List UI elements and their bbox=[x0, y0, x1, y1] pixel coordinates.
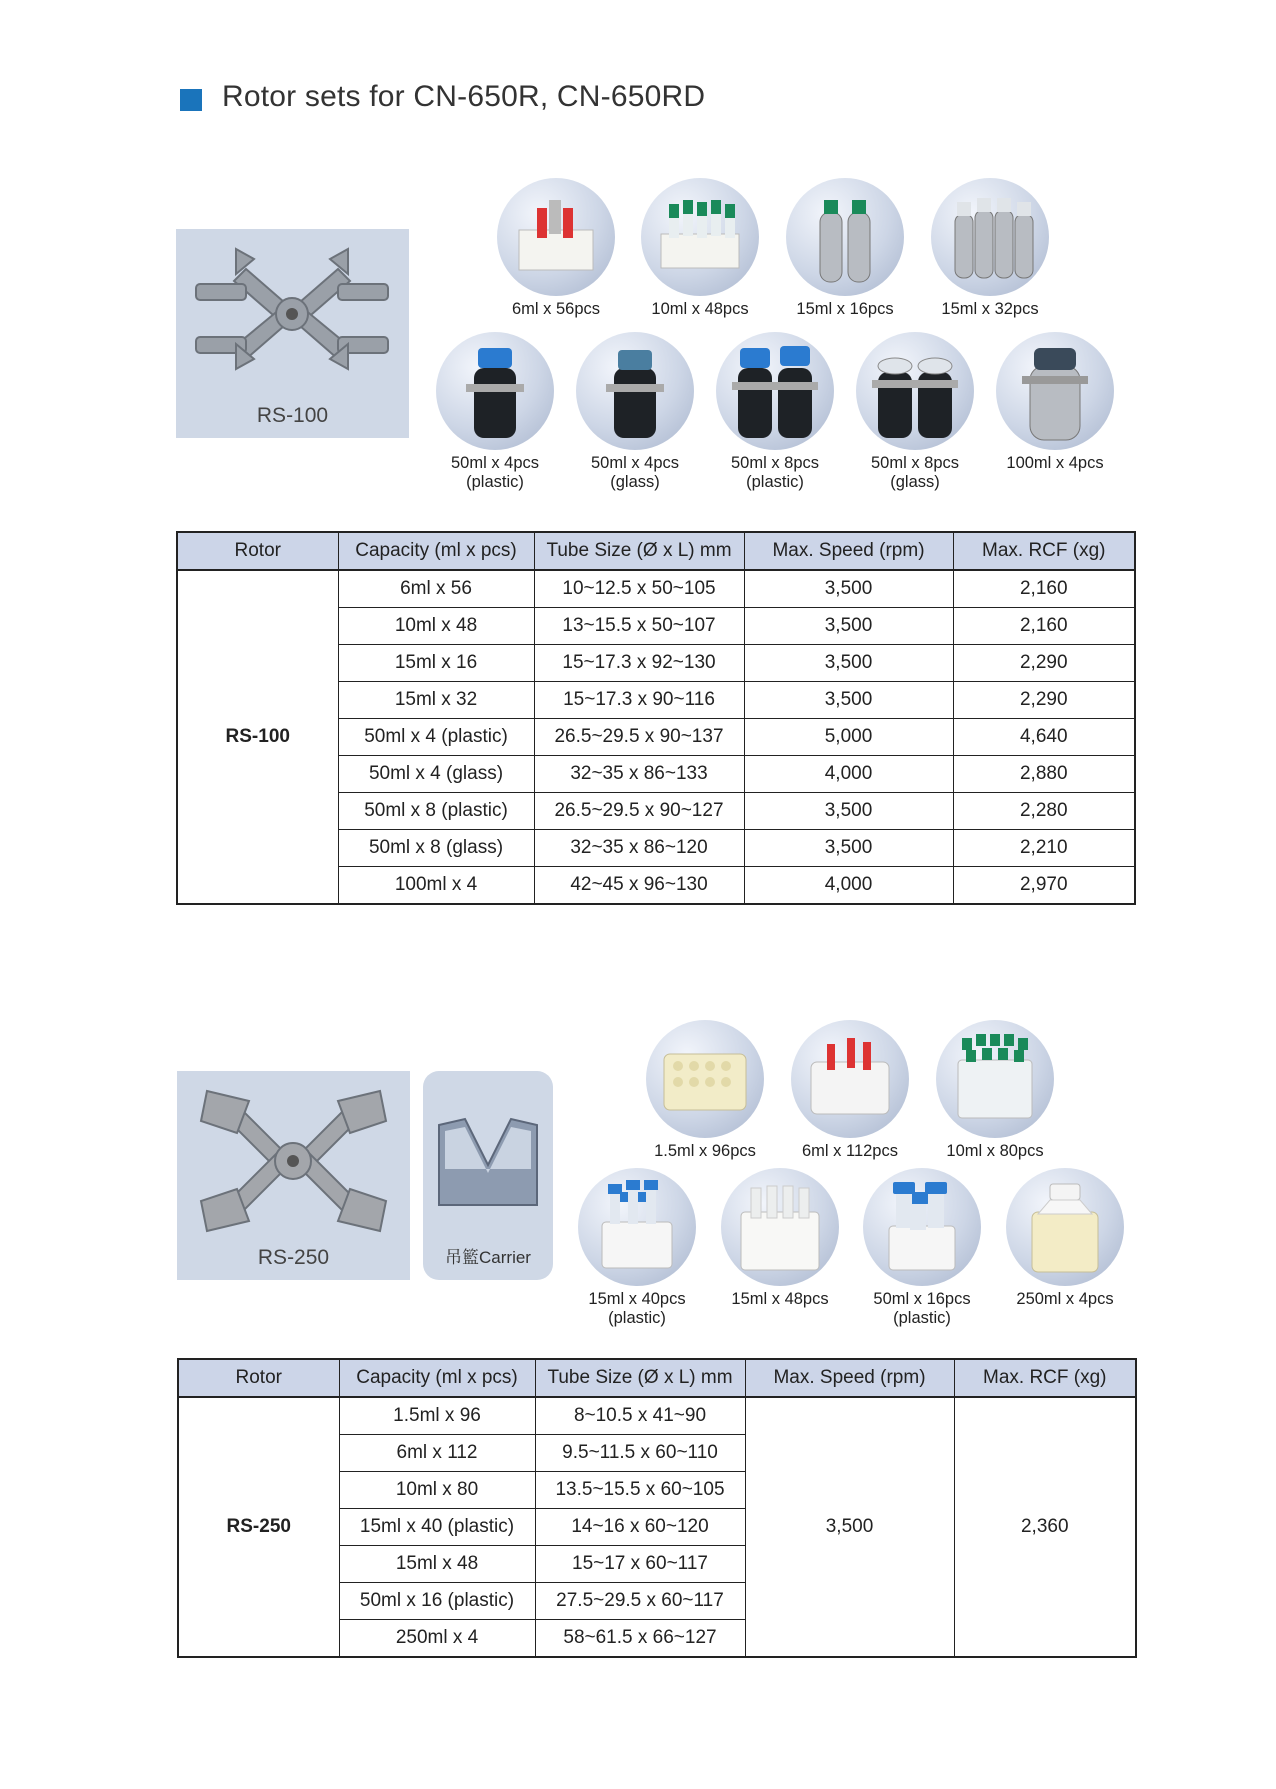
capacity-cell: 6ml x 56 bbox=[338, 570, 534, 608]
max-speed-cell: 3,500 bbox=[744, 608, 953, 645]
capacity-cell: 15ml x 16 bbox=[338, 645, 534, 682]
max-speed-cell: 3,500 bbox=[745, 1397, 954, 1657]
table-row bbox=[178, 1397, 1136, 1435]
tube-capacity: 250ml x 4pcs bbox=[1016, 1290, 1114, 1308]
tube-item bbox=[481, 178, 631, 319]
title-square-icon bbox=[180, 89, 202, 111]
tube-photo bbox=[436, 332, 554, 450]
max-speed-cell: 4,000 bbox=[744, 867, 953, 905]
max-rcf-cell: 2,290 bbox=[953, 682, 1135, 719]
tube-item bbox=[630, 1020, 780, 1161]
max-speed-cell: 3,500 bbox=[744, 682, 953, 719]
capacity-cell: 6ml x 112 bbox=[339, 1435, 535, 1472]
tube-capacity: 50ml x 4pcs bbox=[590, 454, 680, 472]
tube-photo bbox=[497, 178, 615, 296]
tube-item bbox=[990, 1168, 1140, 1309]
tube-size-cell: 15~17.3 x 90~116 bbox=[534, 682, 744, 719]
tube-capacity: 50ml x 8pcs bbox=[730, 454, 820, 472]
tube-photo bbox=[578, 1168, 696, 1286]
tube-capacity: 15ml x 32pcs bbox=[941, 300, 1039, 318]
max-speed-cell: 4,000 bbox=[744, 756, 953, 793]
tube-capacity: 10ml x 80pcs bbox=[946, 1142, 1044, 1160]
tube-item bbox=[420, 332, 570, 491]
max-speed-cell: 5,000 bbox=[744, 719, 953, 756]
tube-size-cell: 32~35 x 86~133 bbox=[534, 756, 744, 793]
max-rcf-cell: 4,640 bbox=[953, 719, 1135, 756]
tube-size-cell: 15~17 x 60~117 bbox=[535, 1546, 745, 1583]
capacity-cell: 10ml x 80 bbox=[339, 1472, 535, 1509]
max-rcf-cell: 2,160 bbox=[953, 570, 1135, 608]
page-title: Rotor sets for CN-650R, CN-650RD bbox=[222, 80, 706, 113]
carrier-photo bbox=[423, 1071, 553, 1280]
tube-item bbox=[980, 332, 1130, 473]
rs250-spec-table bbox=[177, 1358, 1137, 1658]
capacity-cell: 100ml x 4 bbox=[338, 867, 534, 905]
tube-size-cell: 15~17.3 x 92~130 bbox=[534, 645, 744, 682]
tube-item bbox=[770, 178, 920, 319]
rs250-rotor-photo bbox=[177, 1071, 410, 1280]
header-max-rcf: Max. RCF (xg) bbox=[954, 1359, 1136, 1397]
tube-size-cell: 9.5~11.5 x 60~110 bbox=[535, 1435, 745, 1472]
tube-photo bbox=[641, 178, 759, 296]
capacity-cell: 50ml x 16 (plastic) bbox=[339, 1583, 535, 1620]
max-rcf-cell: 2,280 bbox=[953, 793, 1135, 830]
tube-material: (plastic) bbox=[746, 473, 804, 491]
capacity-cell: 50ml x 4 (plastic) bbox=[338, 719, 534, 756]
header-tube-size: Tube Size (Ø x L) mm bbox=[535, 1359, 745, 1397]
tube-photo bbox=[1006, 1168, 1124, 1286]
max-speed-cell: 3,500 bbox=[744, 793, 953, 830]
tube-item bbox=[840, 332, 990, 491]
max-speed-cell: 3,500 bbox=[744, 830, 953, 867]
rotor-label: RS-250 bbox=[257, 1246, 330, 1269]
tube-size-cell: 8~10.5 x 41~90 bbox=[535, 1397, 745, 1435]
tube-material: (plastic) bbox=[893, 1309, 951, 1327]
header-rotor: Rotor bbox=[178, 1359, 339, 1397]
tube-item bbox=[847, 1168, 997, 1327]
max-rcf-cell: 2,880 bbox=[953, 756, 1135, 793]
tube-capacity: 50ml x 16pcs bbox=[873, 1290, 971, 1308]
capacity-cell: 10ml x 48 bbox=[338, 608, 534, 645]
tube-photo bbox=[721, 1168, 839, 1286]
capacity-cell: 250ml x 4 bbox=[339, 1620, 535, 1658]
tube-size-cell: 10~12.5 x 50~105 bbox=[534, 570, 744, 608]
tube-size-cell: 42~45 x 96~130 bbox=[534, 867, 744, 905]
tube-item bbox=[562, 1168, 712, 1327]
tube-photo bbox=[791, 1020, 909, 1138]
tube-photo bbox=[716, 332, 834, 450]
max-rcf-cell: 2,210 bbox=[953, 830, 1135, 867]
table-header-row bbox=[177, 532, 1135, 570]
tube-item bbox=[700, 332, 850, 491]
capacity-cell: 15ml x 48 bbox=[339, 1546, 535, 1583]
header-max-rcf: Max. RCF (xg) bbox=[953, 532, 1135, 570]
tube-photo bbox=[786, 178, 904, 296]
tube-photo bbox=[936, 1020, 1054, 1138]
tube-size-cell: 26.5~29.5 x 90~137 bbox=[534, 719, 744, 756]
capacity-cell: 50ml x 4 (glass) bbox=[338, 756, 534, 793]
tube-size-cell: 13.5~15.5 x 60~105 bbox=[535, 1472, 745, 1509]
tube-capacity: 6ml x 112pcs bbox=[802, 1142, 898, 1160]
capacity-cell: 1.5ml x 96 bbox=[339, 1397, 535, 1435]
carrier-label: 吊籃Carrier bbox=[445, 1248, 531, 1267]
table-header-row bbox=[178, 1359, 1136, 1397]
tube-capacity: 100ml x 4pcs bbox=[1006, 454, 1104, 472]
max-speed-cell: 3,500 bbox=[744, 570, 953, 608]
table-row bbox=[177, 570, 1135, 608]
tube-photo bbox=[931, 178, 1049, 296]
tube-item bbox=[705, 1168, 855, 1309]
rs100-spec-table bbox=[176, 531, 1136, 905]
tube-capacity: 6ml x 56pcs bbox=[511, 300, 601, 318]
max-rcf-cell: 2,970 bbox=[953, 867, 1135, 905]
rs100-rotor-photo bbox=[176, 229, 409, 438]
max-speed-cell: 3,500 bbox=[744, 645, 953, 682]
tube-material: (plastic) bbox=[466, 473, 524, 491]
max-rcf-cell: 2,160 bbox=[953, 608, 1135, 645]
tube-size-cell: 26.5~29.5 x 90~127 bbox=[534, 793, 744, 830]
capacity-cell: 15ml x 32 bbox=[338, 682, 534, 719]
tube-photo bbox=[863, 1168, 981, 1286]
max-rcf-cell: 2,290 bbox=[953, 645, 1135, 682]
tube-item bbox=[560, 332, 710, 491]
max-rcf-cell: 2,360 bbox=[954, 1397, 1136, 1657]
tube-capacity: 1.5ml x 96pcs bbox=[654, 1142, 756, 1160]
tube-photo bbox=[576, 332, 694, 450]
tube-item bbox=[625, 178, 775, 319]
tube-size-cell: 58~61.5 x 66~127 bbox=[535, 1620, 745, 1658]
tube-item bbox=[920, 1020, 1070, 1161]
tube-material: (glass) bbox=[890, 473, 940, 491]
tube-capacity: 50ml x 4pcs bbox=[450, 454, 540, 472]
capacity-cell: 50ml x 8 (plastic) bbox=[338, 793, 534, 830]
tube-size-cell: 14~16 x 60~120 bbox=[535, 1509, 745, 1546]
header-max-speed: Max. Speed (rpm) bbox=[745, 1359, 954, 1397]
header-capacity: Capacity (ml x pcs) bbox=[339, 1359, 535, 1397]
tube-size-cell: 13~15.5 x 50~107 bbox=[534, 608, 744, 645]
tube-capacity: 15ml x 40pcs bbox=[588, 1290, 686, 1308]
header-max-speed: Max. Speed (rpm) bbox=[744, 532, 953, 570]
rotor-cell: RS-250 bbox=[178, 1397, 339, 1657]
capacity-cell: 15ml x 40 (plastic) bbox=[339, 1509, 535, 1546]
carrier-image bbox=[423, 1079, 553, 1239]
tube-capacity: 15ml x 48pcs bbox=[731, 1290, 829, 1308]
tube-size-cell: 32~35 x 86~120 bbox=[534, 830, 744, 867]
rotor-cell: RS-100 bbox=[177, 570, 338, 904]
tube-photo bbox=[646, 1020, 764, 1138]
tube-material: (plastic) bbox=[608, 1309, 666, 1327]
capacity-cell: 50ml x 8 (glass) bbox=[338, 830, 534, 867]
tube-item bbox=[775, 1020, 925, 1161]
tube-item bbox=[915, 178, 1065, 319]
header-rotor: Rotor bbox=[177, 532, 338, 570]
header-capacity: Capacity (ml x pcs) bbox=[338, 532, 534, 570]
rotor-label: RS-100 bbox=[256, 404, 329, 427]
tube-capacity: 10ml x 48pcs bbox=[651, 300, 749, 318]
tube-size-cell: 27.5~29.5 x 60~117 bbox=[535, 1583, 745, 1620]
header-tube-size: Tube Size (Ø x L) mm bbox=[534, 532, 744, 570]
tube-photo bbox=[856, 332, 974, 450]
tube-capacity: 50ml x 8pcs bbox=[870, 454, 960, 472]
tube-material: (glass) bbox=[610, 473, 660, 491]
tube-photo bbox=[996, 332, 1114, 450]
tube-capacity: 15ml x 16pcs bbox=[796, 300, 894, 318]
